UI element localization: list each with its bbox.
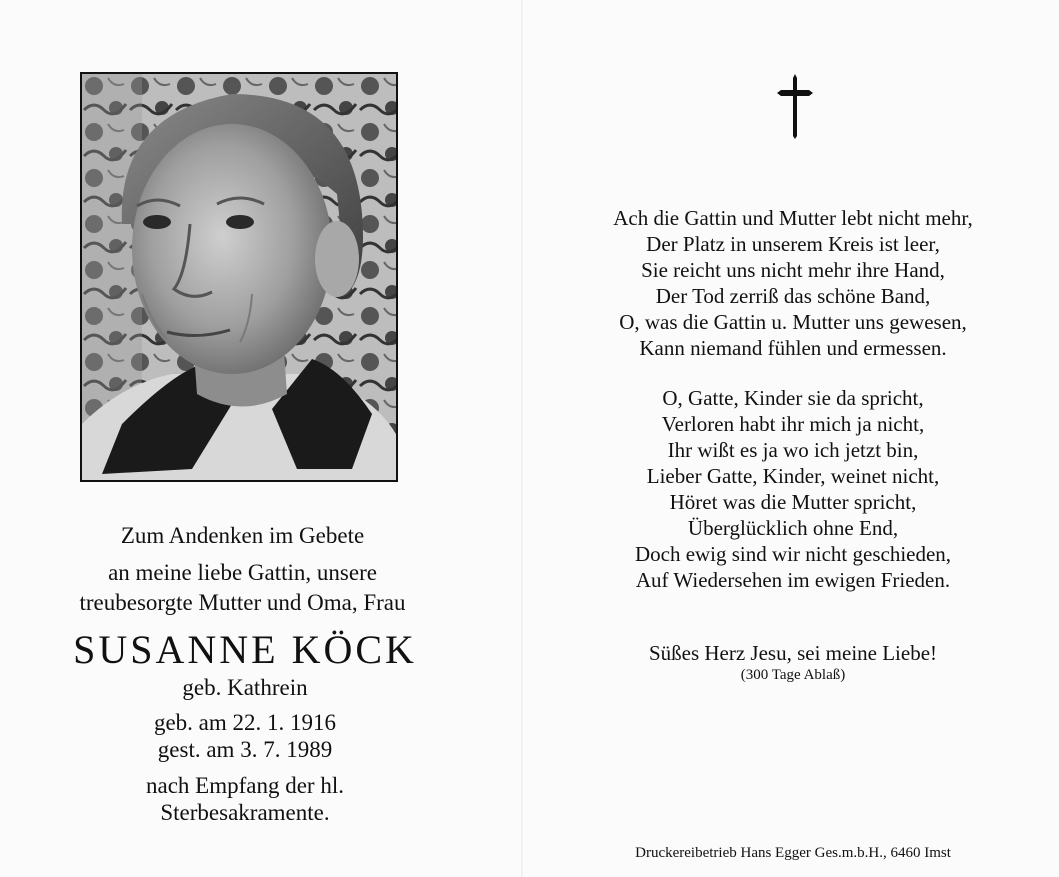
poem-line: Ihr wißt es ja wo ich jetzt bin, [667, 438, 919, 462]
poem-line: Lieber Gatte, Kinder, weinet nicht, [646, 464, 940, 488]
poem-line: Höret was die Mutter spricht, [669, 490, 917, 514]
poem-line: Doch ewig sind wir nicht geschieden, [634, 542, 952, 566]
poem-line: O, Gatte, Kinder sie da spricht, [662, 386, 924, 410]
right-panel [523, 0, 1059, 877]
sacraments-line-2: Sterbesakramente. [160, 800, 330, 825]
dedication-line-3: treubesorgte Mutter und Oma, Frau [79, 590, 406, 615]
poem-line: Der Tod zerriß das schöne Band, [655, 284, 931, 308]
sacraments-line-1: nach Empfang der hl. [146, 773, 344, 798]
poem-line: Der Platz in unserem Kreis ist leer, [646, 232, 940, 256]
poem-line: Ach die Gattin und Mutter lebt nicht mehr, [613, 206, 973, 230]
indulgence-note: (300 Tage Ablaß) [740, 667, 846, 683]
printer-credit: Druckereibetrieb Hans Egger Ges.m.b.H., 6460 Imst [635, 845, 951, 861]
dedication-line-2: an meine liebe Gattin, unsere [108, 560, 377, 585]
death-date: gest. am 3. 7. 1989 [157, 737, 333, 762]
poem-line: Kann niemand fühlen und ermessen. [639, 336, 947, 360]
poem-line: Überglücklich ohne End, [687, 516, 899, 540]
maiden-name: geb. Kathrein [182, 675, 308, 700]
prayer-line: Süßes Herz Jesu, sei meine Liebe! [648, 641, 938, 665]
poem-stanza-2 [553, 385, 1033, 593]
cross-icon [775, 72, 815, 140]
poem-stanza-1 [553, 205, 1033, 361]
poem-line: O, was die Gattin u. Mutter uns gewesen, [619, 310, 967, 334]
poem-line: Sie reicht uns nicht mehr ihre Hand, [641, 258, 945, 282]
birth-date: geb. am 22. 1. 1916 [153, 710, 337, 735]
poem-line: Auf Wiedersehen im ewigen Frieden. [635, 568, 951, 592]
poem-line: Verloren habt ihr mich ja nicht, [661, 412, 925, 436]
portrait-photo [80, 72, 398, 482]
left-panel [0, 0, 521, 877]
dedication-line-1: Zum Andenken im Gebete [120, 523, 365, 548]
deceased-name: SUSANNE KÖCK [73, 627, 417, 672]
